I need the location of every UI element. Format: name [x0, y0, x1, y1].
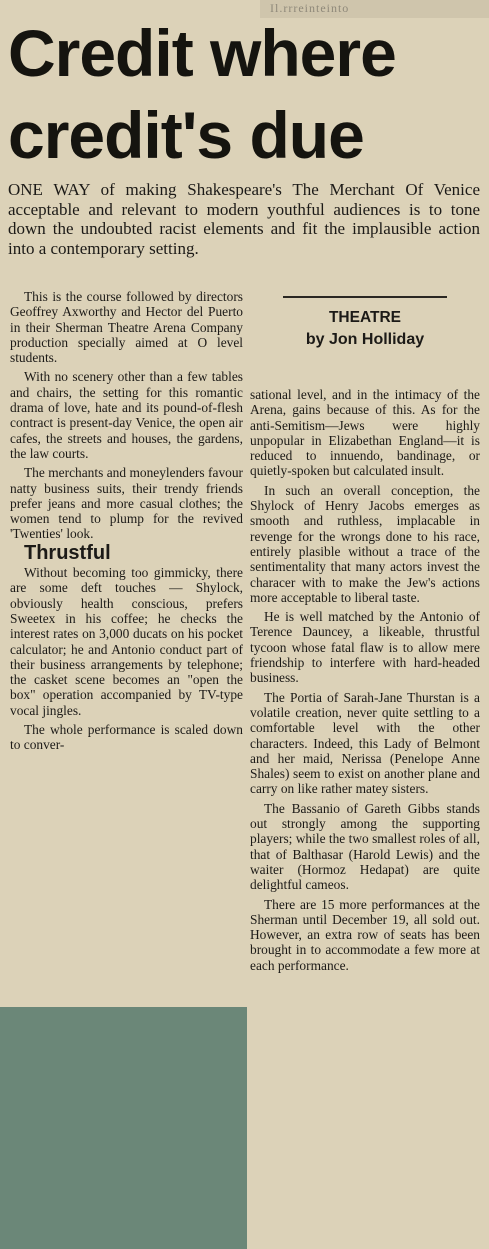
- byline-rule: [283, 296, 447, 298]
- lead-paragraph: ONE WAY of making Shakespeare's The Merchant Of Venice acceptable and relevant to modern youthful audiences is to tone down the undoubted racist elements and fit the implausible action into a contemporary setting.: [8, 180, 480, 258]
- clipping-top-text: Il.rrreinteinto: [270, 1, 350, 15]
- paragraph: He is well matched by the Antonio of Terence Dauncey, a likeable, thrustful tycoon whose fatal flaw is to allow mere friendship to interfere with hard-headed business.: [250, 609, 480, 686]
- paragraph: Without becoming too gimmicky, there are some deft touches — Shylock, obviously health conscious, prefers Sweetex in his coffee; he checks the interest rates on 3,000 ducats on his pocket calculator; he and Antonio conduct part of their business arrangements by telephone; the casket scene becomes an "open the box" operation accompanied by TV-type vocal jingles.: [10, 565, 243, 718]
- paragraph: This is the course followed by directors Geoffrey Axworthy and Hector del Puerto in their Sherman Theatre Arena Company production specially aimed at O level students.: [10, 289, 243, 366]
- paragraph: With no scenery other than a few tables and chairs, the setting for this romantic drama of love, hate and its pound-of-flesh contract is present-day Venice, the open air cafes, the streets and houses, the gardens, the law courts.: [10, 369, 243, 461]
- column-label: THEATRE: [328, 309, 402, 326]
- column-right: [250, 387, 480, 977]
- byline-box: [250, 296, 480, 352]
- headline: Credit where credit's due: [8, 16, 396, 172]
- paragraph: The whole performance is scaled down to conver-: [10, 722, 243, 753]
- background-patch: [0, 1007, 247, 1249]
- paragraph: There are 15 more performances at the Sherman until December 19, all sold out. However, an extra row of seats has been brought in to accommodate a few more at each performance.: [250, 896, 480, 973]
- byline: by Jon Holliday: [305, 331, 425, 348]
- subhead: Thrustful: [24, 541, 111, 564]
- paragraph: The Bassanio of Gareth Gibbs stands out strongly among the supporting players; while the two smallest roles of all, that of Balthasar (Harold Lewis) and the waiter (Hormoz Hedapat) are quite delightful cameos.: [250, 800, 480, 893]
- paragraph: The Portia of Sarah-Jane Thurstan is a volatile creation, never quite settling to a comfortable level with the other characters. Indeed, this Lady of Belmont and her maid, Nerissa (Penelope Anne Shales) seem to exist on another plane and carry on like rather matey sisters.: [250, 689, 480, 797]
- column-left: [10, 289, 243, 757]
- paragraph: sational level, and in the intimacy of the Arena, gains because of this. As for the anti-Semitism—Jews were highly unpopular in Elizabethan England—it is reduced to innuendo, bandinage, or quietly-spoken but calculated insult.: [250, 387, 480, 479]
- paragraph: In such an overall conception, the Shylock of Henry Jacobs emerges as smooth and ruthless, implacable in revenge for the wrongs done to his race, entirely plasible without a trace of the sentimentality that many actors invest the characer with to make the Jew's actions more acceptable to liberal taste.: [250, 482, 480, 605]
- paragraph: The merchants and moneylenders favour natty business suits, their trendy friends prefer jeans and more casual clothes; the women tend to plump for the revived 'Twenties' look.: [10, 465, 243, 542]
